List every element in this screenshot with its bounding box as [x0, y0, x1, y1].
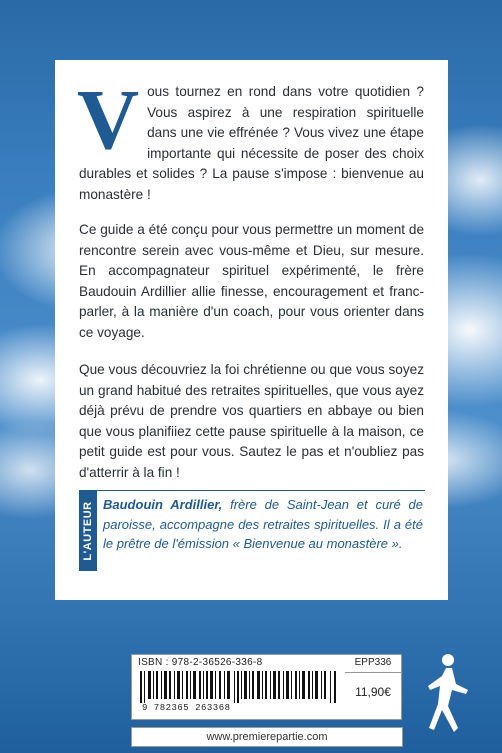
author-tab: [79, 491, 97, 571]
author-name: Baudouin Ardillier,: [103, 497, 223, 512]
author-bio: [103, 495, 423, 554]
drop-cap: V: [77, 71, 140, 167]
author-tab-label: L'AUTEUR: [82, 501, 94, 561]
audience-paragraph: Que vous découvriez la foi chrétienne ou que vous soyez un grand habitué des retraites spirituelles, que vous ayez déjà prévu de prendre vos quartiers en abbaye ou bien que vous planifiiez cette pause spirituelle à la maison, ce petit guide est pour vous. Sautez le pas et n'oubliez pas d'atterrir à la fin !: [79, 362, 424, 480]
isbn: ISBN : 978-2-36526-336-8: [138, 657, 263, 668]
product-code: EPP336: [345, 657, 401, 673]
text-panel: [55, 60, 448, 600]
price: 11,90€: [355, 685, 391, 699]
barcode-icon: [140, 671, 338, 703]
publisher-url: www.premierepartie.com: [131, 727, 403, 747]
barcode-digits: 9 782365 263368: [142, 703, 231, 713]
intro-paragraph: [77, 71, 424, 205]
barcode-box: [131, 654, 347, 720]
author-section: [79, 490, 425, 569]
author-bio-text: frère de Saint-Jean et curé de paroisse, accompagne des retraites spirituelles. Il a été le prêtre de l'émission « Bienvenue au monastère ».: [103, 497, 423, 551]
description-paragraph: Ce guide a été conçu pour vous permettre un moment de rencontre serein avec vous-même et Dieu, sur mesure. En accompagnateur spirituel expérimenté, le frère Baudouin Ardillier allie finesse, encouragement et franc-parler, à la manière d'un coach, pour vous orienter dans ce voyage.: [79, 222, 424, 340]
publisher-logo-icon: [412, 650, 472, 740]
price-box: [345, 654, 402, 720]
intro-text: ous tournez en rond dans votre quotidien ? Vous aspirez à une respiration spirituelle dans une vie effrénée ? Vous vivez une étape importante qui nécessite de poser des choix durables et solides ? La pause s'impose : bienvenue au monastère !: [79, 84, 424, 202]
